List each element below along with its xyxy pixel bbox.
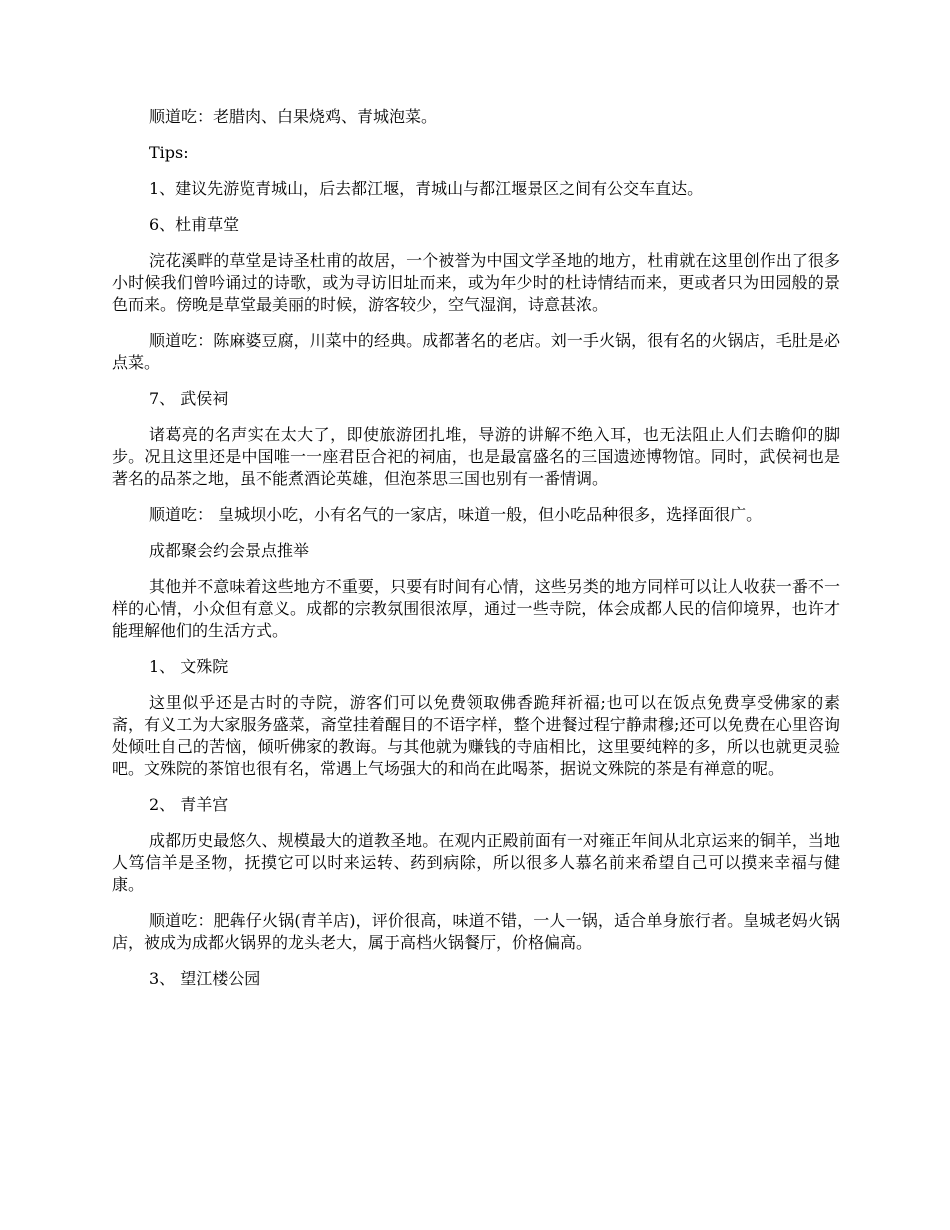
section-title-recommendations: 成都聚会约会景点推举 [149,541,310,560]
section-heading-dufu-caotang: 6、杜甫草堂 [149,215,240,234]
food-note-paragraph: 顺道吃：老腊肉、白果烧鸡、青城泡菜。 [149,107,438,126]
section-heading-wenshu-yuan: 1、 文殊院 [149,657,229,676]
qingyang-gong-food-note: 顺道吃：肥犇仔火锅(青羊店)，评价很高，味道不错，一人一锅，适合单身旅行者。皇城老妈火锅店，被成为成都火锅界的龙头老大，属于高档火锅餐厅，价格偏高。 [112,911,840,952]
section-heading-wuhou-ci: 7、 武侯祠 [149,389,229,408]
tips-label: Tips: [149,143,189,162]
tip-item: 1、建议先游览青城山，后去都江堰，青城山与都江堰景区之间有公交车直达。 [149,179,704,198]
section-heading-qingyang-gong: 2、 青羊宫 [149,795,229,814]
dufu-caotang-food-note: 顺道吃：陈麻婆豆腐，川菜中的经典。成都著名的老店。刘一手火锅，很有名的火锅店，毛肚是必点菜。 [112,331,840,372]
dufu-caotang-description: 浣花溪畔的草堂是诗圣杜甫的故居，一个被誉为中国文学圣地的地方，杜甫就在这里创作出了很多小时候我们曾吟诵过的诗歌，或为寻访旧址而来，或为年少时的杜诗情结而来，更或者只为田园般的景色而来。傍晚是草堂最美丽的时候，游客较少，空气湿润，诗意甚浓。 [112,251,840,314]
wenshu-yuan-description: 这里似乎还是古时的寺院，游客们可以免费领取佛香跪拜祈福;也可以在饭点免费享受佛家的素斋，有义工为大家服务盛菜，斋堂挂着醒目的不语字样，整个进餐过程宁静肃穆;还可以免费在心里咨询处倾吐自己的苦恼，倾听佛家的教诲。与其他就为赚钱的寺庙相比，这里要纯粹的多，所以也就更灵验吧。文殊院的茶馆也很有名，常遇上气场强大的和尚在此喝茶，据说文殊院的茶是有禅意的呢。 [112,693,840,778]
wuhou-ci-description: 诸葛亮的名声实在太大了，即使旅游团扎堆，导游的讲解不绝入耳，也无法阻止人们去瞻仰的脚步。况且这里还是中国唯一一座君臣合祀的祠庙，也是最富盛名的三国遗迹博物馆。同时，武侯祠也是著名的品茶之地，虽不能煮酒论英雄，但泡茶思三国也别有一番情调。 [112,425,840,488]
recommendations-intro: 其他并不意味着这些地方不重要，只要有时间有心情，这些另类的地方同样可以让人收获一番不一样的心情，小众但有意义。成都的宗教氛围很浓厚，通过一些寺院，体会成都人民的信仰境界，也许才能理解他们的生活方式。 [112,577,840,640]
wuhou-ci-food-note: 顺道吃： 皇城坝小吃，小有名气的一家店，味道一般，但小吃品种很多，选择面很广。 [149,505,763,524]
section-heading-wangjianglou-park: 3、 望江楼公园 [149,969,261,988]
document-page [112,106,840,1004]
qingyang-gong-description: 成都历史最悠久、规模最大的道教圣地。在观内正殿前面有一对雍正年间从北京运来的铜羊，当地人笃信羊是圣物，抚摸它可以时来运转、药到病除，所以很多人慕名前来希望自己可以摸来幸福与健康。 [112,831,840,894]
